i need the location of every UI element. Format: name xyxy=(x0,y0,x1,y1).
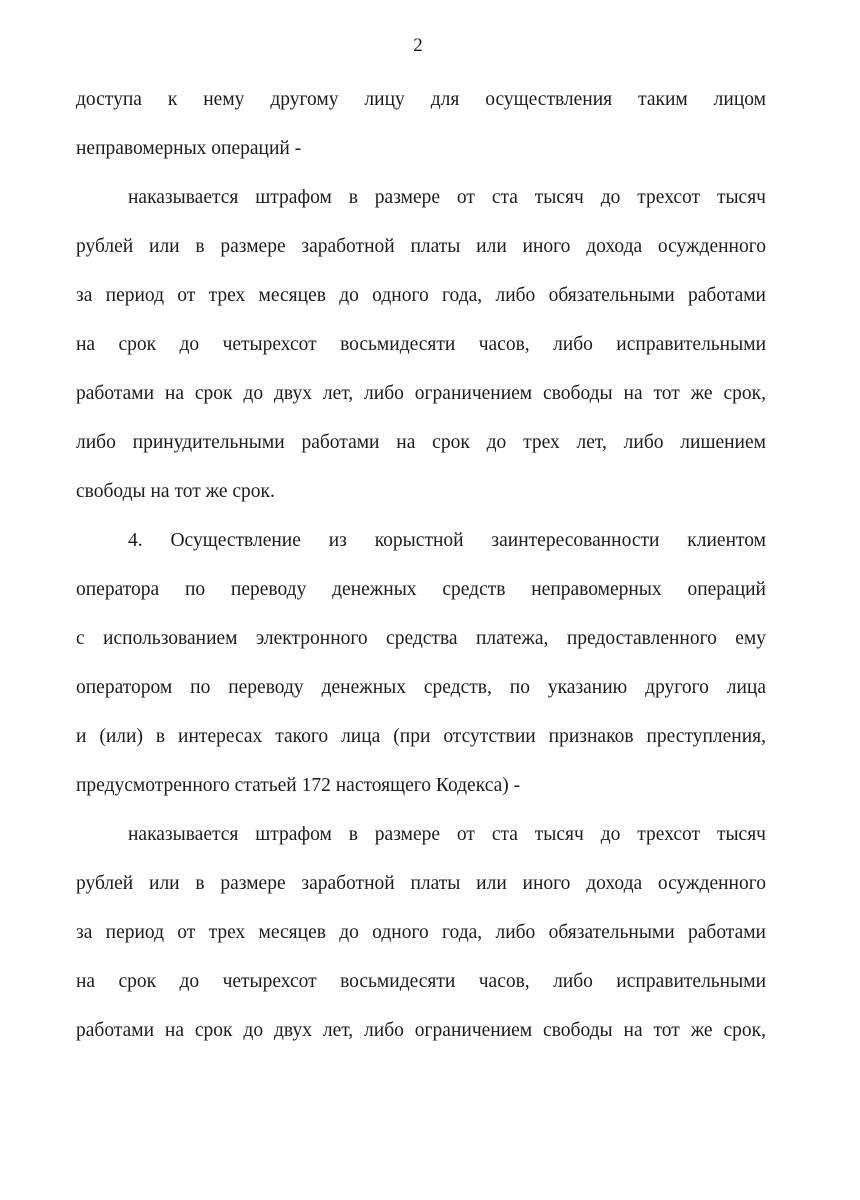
text-line: неправомерных операций - xyxy=(76,138,302,159)
text-line: с использованием электронного средства платежа, предоставленного ему xyxy=(76,628,766,649)
text-line: 4. Осуществление из корыстной заинтересованности клиентом xyxy=(128,530,766,551)
text-line: либо принудительными работами на срок до трех лет, либо лишением xyxy=(76,432,766,453)
text-line: и (или) в интересах такого лица (при отсутствии признаков преступления, xyxy=(76,726,766,747)
text-line: оператора по переводу денежных средств неправомерных операций xyxy=(76,579,766,600)
text-line: за период от трех месяцев до одного года, либо обязательными работами xyxy=(76,285,766,306)
text-line: свободы на тот же срок. xyxy=(76,481,275,502)
document-body xyxy=(76,84,766,1064)
text-line: рублей или в размере заработной платы или иного дохода осужденного xyxy=(76,236,766,257)
text-line: предусмотренного статьей 172 настоящего Кодекса) - xyxy=(76,775,521,796)
text-line: наказывается штрафом в размере от ста тысяч до трехсот тысяч xyxy=(128,187,766,208)
text-line: на срок до четырехсот восьмидесяти часов, либо исправительными xyxy=(76,334,766,355)
text-line: рублей или в размере заработной платы или иного дохода осужденного xyxy=(76,873,766,894)
page-number: 2 xyxy=(413,35,423,56)
text-line: наказывается штрафом в размере от ста тысяч до трехсот тысяч xyxy=(128,824,766,845)
text-line: за период от трех месяцев до одного года, либо обязательными работами xyxy=(76,922,766,943)
text-line: работами на срок до двух лет, либо ограничением свободы на тот же срок, xyxy=(76,1020,766,1041)
text-line: доступа к нему другому лицу для осуществления таким лицом xyxy=(76,89,766,110)
text-line: на срок до четырехсот восьмидесяти часов, либо исправительными xyxy=(76,971,766,992)
text-line: работами на срок до двух лет, либо ограничением свободы на тот же срок, xyxy=(76,383,766,404)
text-line: оператором по переводу денежных средств, по указанию другого лица xyxy=(76,677,766,698)
